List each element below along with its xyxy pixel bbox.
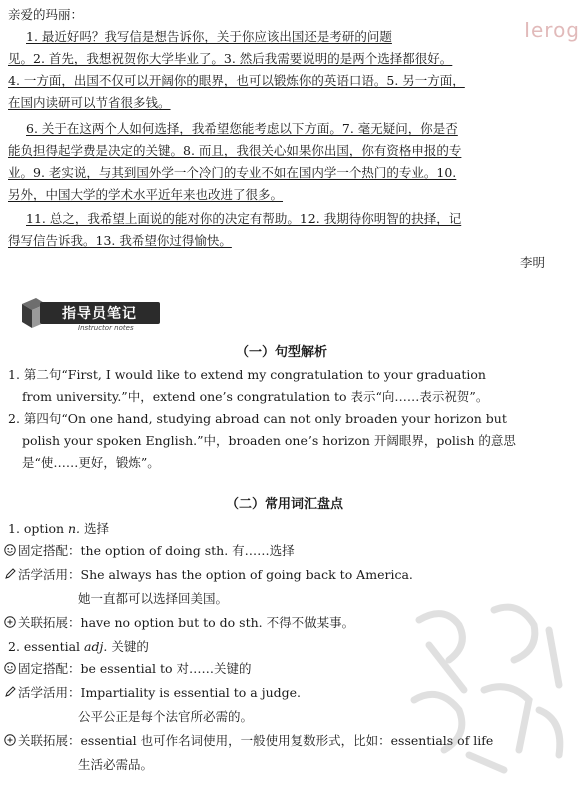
word1-ext-label: 关联拓展： bbox=[18, 615, 81, 630]
word2-heading bbox=[8, 638, 149, 656]
letter-line-6: 能负担得起学费是决定的关键。8. 而且，我很关心如果你出国，你有资格申报的专 bbox=[8, 143, 462, 158]
section1-line-5: 是“使……更好，锻炼”。 bbox=[22, 455, 160, 470]
word1-pos: n. bbox=[68, 521, 81, 536]
notes-header-sub: Instructor notes bbox=[78, 324, 134, 332]
notes-header-badge bbox=[18, 296, 160, 334]
word1-usage-label: 活学活用： bbox=[18, 567, 81, 582]
word2-usage-cn: 公平公正是每个法官所必需的。 bbox=[78, 709, 254, 724]
link-icon bbox=[4, 616, 16, 628]
word1-collocation bbox=[4, 542, 295, 560]
word1-extension bbox=[4, 614, 354, 632]
letter-line-5: 6. 关于在这两个人如何选择，我希望您能考虑以下方面。7. 毫无疑问，你是否 bbox=[26, 121, 458, 136]
word2-usage-label: 活学活用： bbox=[18, 685, 81, 700]
word2-ext-text: essential 也可作名词使用，一般使用复数形式，比如：essentials of life bbox=[80, 733, 494, 748]
seal-watermark-icon bbox=[399, 590, 574, 780]
letter-line-3: 4. 一方面，出国不仅可以开阔你的眼界，也可以锻炼你的英语口语。5. 另一方面， bbox=[8, 73, 465, 88]
word1-usage bbox=[4, 566, 413, 584]
corner-watermark: Ierog bbox=[524, 18, 580, 42]
word1-usage-text: She always has the option of going back to America. bbox=[80, 567, 413, 582]
letter-line-7: 业。9. 老实说，与其到国外学一个冷门的专业不如在国内学一个热门的专业。10. bbox=[8, 165, 457, 180]
word2-collocation-label: 固定搭配： bbox=[18, 661, 81, 676]
word1-collocation-label: 固定搭配： bbox=[18, 543, 81, 558]
letter-line-8: 另外，中国大学的学术水平近年来也改进了很多。 bbox=[8, 187, 284, 202]
word1-gloss: 选择 bbox=[80, 521, 110, 536]
letter-line-2: 见。2. 首先，我想祝贺你大学毕业了。3. 然后我需要说明的是两个选择都很好。 bbox=[8, 51, 453, 66]
letter-line-1: 1. 最近好吗？我写信是想告诉你，关于你应该出国还是考研的问题 bbox=[26, 29, 392, 44]
letter-line-10: 得写信告诉我。13. 我希望你过得愉快。 bbox=[8, 233, 232, 248]
section1-line-1: 1. 第二句“First, I would like to extend my congratulation to your graduation bbox=[8, 367, 486, 382]
section1-line-2: from university.”中，extend one’s congratulation to 表示“向……表示祝贺”。 bbox=[22, 389, 489, 404]
word1-ext-text: have no option but to do sth. 不得不做某事。 bbox=[80, 615, 355, 630]
smiley-icon bbox=[4, 544, 16, 556]
letter-greeting: 亲爱的玛丽： bbox=[8, 7, 84, 22]
word2-head: 2. essential bbox=[8, 639, 85, 654]
notes-header-label: 指导员笔记 bbox=[62, 306, 137, 322]
section2-title: （二）常用词汇盘点 bbox=[226, 497, 344, 512]
section1-title: （一）句型解析 bbox=[236, 345, 328, 360]
word2-ext-label: 关联拓展： bbox=[18, 733, 81, 748]
word2-usage bbox=[4, 684, 301, 702]
letter-signature: 李明 bbox=[520, 255, 546, 270]
smiley-icon bbox=[4, 662, 16, 674]
letter-line-9: 11. 总之，我希望上面说的能对你的决定有帮助。12. 我期待你明智的抉择，记 bbox=[26, 211, 462, 226]
word1-heading bbox=[8, 520, 109, 538]
word2-gloss: 关键的 bbox=[107, 639, 149, 654]
word2-collocation-text: be essential to 对……关键的 bbox=[80, 661, 252, 676]
letter-line-4: 在国内读研可以节省很多钱。 bbox=[8, 95, 171, 110]
word2-pos: adj. bbox=[84, 639, 108, 654]
section1-line-4: polish your spoken English.”中，broaden one’s horizon 开阔眼界，polish 的意思 bbox=[22, 433, 516, 448]
word2-usage-text: Impartiality is essential to a judge. bbox=[80, 685, 302, 700]
word1-usage-cn: 她一直都可以选择回美国。 bbox=[78, 591, 229, 606]
word1-head: 1. option bbox=[8, 521, 68, 536]
pen-icon bbox=[4, 686, 16, 698]
word2-ext-cn: 生活必需品。 bbox=[78, 757, 154, 772]
link-icon bbox=[4, 734, 16, 746]
pen-icon bbox=[4, 568, 16, 580]
section1-line-3: 2. 第四句“On one hand, studying abroad can not only broaden your horizon but bbox=[8, 411, 507, 426]
word1-collocation-text: the option of doing sth. 有……选择 bbox=[80, 543, 295, 558]
word2-collocation bbox=[4, 660, 252, 678]
